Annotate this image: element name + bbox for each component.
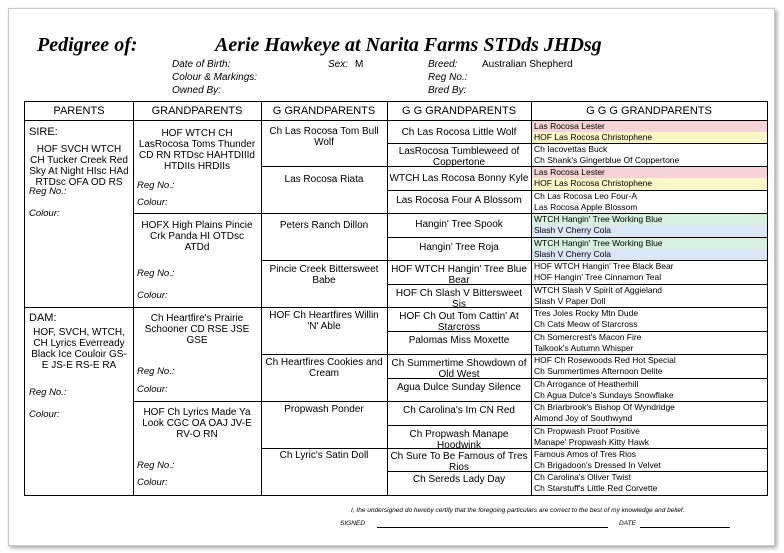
g-grandparent-name: Pincie Creek Bittersweet Babe	[269, 264, 379, 286]
grandparent-name: HOF WTCH CH LasRocosa Toms Thunder CD RN RTDsc HAHTDIIId HTDIIs HRDIIs	[138, 128, 256, 172]
sire-reg-no-label: Reg No.:	[29, 186, 67, 197]
sex-label: Sex:	[328, 59, 349, 70]
grandparent-name: HOF Ch Lyrics Made Ya Look CGC OA OAJ JV-E RV-O RN	[142, 407, 252, 440]
gg-grandparent-name: Hangin' Tree Spook	[415, 219, 503, 230]
gg-grandparent-name: HOF Ch Out Tom Cattin' At Starcross	[399, 311, 519, 333]
ggg-grandparent-name: Slash V Cherry Cola	[532, 249, 767, 260]
ggg-grandparent-name: Slash V Cherry Cola	[532, 225, 767, 237]
ggg-grandparent-name: HOF Las Rocosa Christophene	[532, 132, 767, 143]
signed-label: SIGNED	[340, 520, 365, 527]
ggg-grandparent-name: Tres Joles Rocky Mtn Dude	[532, 308, 767, 320]
ggg-grandparent-name: HOF WTCH Hangin' Tree Black Bear	[532, 261, 767, 273]
ggg-grandparent-name: Ch Briarbrook's Bishop Of Wyndridge	[532, 402, 767, 414]
ggg-grandparent-name: HOF Ch Rosewoods Red Hot Special	[532, 355, 767, 367]
g-grandparent-name: HOF Ch Heartfires Willin 'N' Able	[269, 310, 379, 332]
ggg-grandparent-name: Talkook's Autumn Whisper	[532, 343, 767, 354]
sire-colour-label: Colour:	[29, 208, 60, 219]
grandparent-reg-no-label: Reg No.:	[137, 180, 175, 191]
gg-grandparent-name: Ch Carolina's Im CN Red	[403, 405, 515, 416]
date-label: DATE	[619, 520, 636, 527]
ggg-grandparent-name: Ch Las Rocosa Leo Four-A	[532, 191, 767, 203]
g-grandparent-name: Ch Heartfires Cookies and Cream	[265, 357, 383, 379]
ggg-grandparent-name: Ch Agua Dulce's Sundays Snowflake	[532, 390, 767, 401]
grandparent-name: Ch Heartfire's Prairie Schooner CD RSE JSE GSE	[144, 313, 250, 346]
column-header-grandparents: GRANDPARENTS	[151, 105, 243, 117]
ggg-grandparent-name: Famous Amos of Tres Rios	[532, 449, 767, 461]
gg-grandparent-name: Ch Las Rocosa Little Wolf	[401, 127, 517, 138]
column-divider	[261, 102, 262, 495]
breed-label: Breed:	[428, 59, 458, 70]
bred-by-label: Bred By:	[428, 85, 467, 96]
grandparent-reg-no-label: Reg No.:	[137, 460, 175, 471]
owned-by-label: Owned By:	[172, 85, 221, 96]
g-grandparent-name: Ch Lyric's Satin Doll	[279, 450, 369, 461]
gg-grandparent-name: Las Rocosa Four A Blossom	[396, 195, 522, 206]
dam-reg-no-label: Reg No.:	[29, 387, 67, 398]
column-header-ggg-grandparents: G G G GRANDPARENTS	[586, 105, 712, 117]
ggg-grandparent-name: Almond Joy of Southwynd	[532, 413, 767, 425]
grandparent-colour-label: Colour:	[137, 477, 168, 488]
gg-grandparent-name: Ch Sure To Be Famous of Tres Rios	[390, 451, 528, 473]
grandparent-reg-no-label: Reg No.:	[137, 268, 175, 279]
ggg-grandparent-name: Ch Iacovettas Buck	[532, 144, 767, 156]
dog-name: Aerie Hawkeye at Narita Farms STDds JHDsg	[215, 34, 602, 56]
grandparent-name: HOFX High Plains Pincie Crk Panda HI OTDsc ATDd	[141, 220, 253, 253]
ggg-grandparent-name: Ch Summertimes Afternoon Delite	[532, 366, 767, 378]
gg-grandparent-name: Ch Sereds Lady Day	[412, 474, 506, 485]
ggg-grandparent-name: WTCH Slash V Spirit of Aggieland	[532, 285, 767, 297]
g-grandparent-name: Propwash Ponder	[284, 404, 364, 415]
ggg-grandparent-name: Ch Cats Meow of Starcross	[532, 319, 767, 331]
grandparent-colour-label: Colour:	[137, 290, 168, 301]
ggg-grandparent-name: Las Rocosa Apple Blossom	[532, 202, 767, 213]
date-line	[640, 527, 730, 528]
sex-value: M	[355, 59, 364, 70]
column-header-g-grandparents: G GRANDPARENTS	[272, 105, 376, 117]
gg-grandparent-name: Hangin' Tree Roja	[419, 242, 499, 253]
dam-name: HOF, SVCH, WTCH, CH Lyrics Everready Black Ice Couloir GS-E JS-E RS-E RA	[31, 327, 127, 371]
sire-name: HOF SVCH WTCH CH Tucker Creek Red Sky At Night HIsc HAd RTDsc OFA OD RS	[29, 144, 129, 188]
column-header-parents: PARENTS	[53, 105, 105, 117]
grandparent-colour-label: Colour:	[137, 197, 168, 208]
ggg-grandparent-name: Ch Shank's Gingerblue Of Coppertone	[532, 155, 767, 166]
breed-value: Australian Shepherd	[482, 59, 573, 70]
ggg-grandparent-name: Ch Starstuff's Little Red Corvette	[532, 483, 767, 494]
column-divider	[387, 102, 388, 495]
gg-grandparent-name: LasRocosa Tumbleweed of Coppertone	[398, 146, 520, 168]
reg-no-label: Reg No.:	[428, 72, 468, 83]
pedigree-table	[24, 101, 768, 496]
ggg-grandparent-name: Las Rocosa Lester	[532, 167, 767, 179]
g-grandparent-name: Peters Ranch Dillon	[279, 220, 369, 231]
gg-grandparent-name: HOF WTCH Hangin' Tree Blue Bear	[391, 264, 527, 286]
ggg-grandparent-name: HOF Las Rocosa Christophene	[532, 178, 767, 190]
colour-markings-label: Colour & Markings:	[172, 72, 258, 83]
gg-grandparent-name: HOF Ch Slash V Bittersweet Sis	[395, 288, 523, 310]
gg-grandparent-name: Agua Dulce Sunday Silence	[397, 382, 521, 393]
gg-grandparent-name: Ch Propwash Manape Hoodwink	[409, 429, 509, 451]
gg-grandparent-name: Ch Summertime Showdown of Old West	[391, 358, 527, 380]
dam-label: DAM:	[29, 312, 57, 324]
dob-label: Date of Birth:	[172, 59, 231, 70]
ggg-grandparent-name: WTCH Hangin' Tree Working Blue	[532, 238, 767, 250]
ggg-grandparent-name: Las Rocosa Lester	[532, 121, 767, 133]
signature-line	[377, 527, 608, 528]
grandparent-reg-no-label: Reg No.:	[137, 366, 175, 377]
pedigree-title: Pedigree of:	[37, 34, 138, 56]
ggg-grandparent-name: Manape' Propwash Kitty Hawk	[532, 437, 767, 448]
g-grandparent-name: Las Rocosa Riata	[284, 174, 364, 185]
ggg-grandparent-name: Ch Arrogance of Heatherhill	[532, 379, 767, 391]
certification-text: I, the undersigned do hereby certify that the foregoing particulars are correct to the best of my knowledge and belief.	[351, 507, 685, 514]
ggg-grandparent-name: HOF Hangin' Tree Cinnamon Teal	[532, 272, 767, 284]
ggg-grandparent-name: Slash V Paper Doll	[532, 296, 767, 307]
ggg-grandparent-name: Ch Carolina's Oliver Twist	[532, 472, 767, 484]
grandparent-colour-label: Colour:	[137, 384, 168, 395]
ggg-grandparent-name: Ch Somercrest's Macon Fire	[532, 332, 767, 344]
column-divider	[133, 102, 134, 495]
ggg-grandparent-name: WTCH Hangin' Tree Working Blue	[532, 214, 767, 226]
dam-colour-label: Colour:	[29, 409, 60, 420]
g-grandparent-name: Ch Las Rocosa Tom Bull Wolf	[269, 126, 379, 148]
ggg-grandparent-name: Ch Propwash Proof Positive	[532, 426, 767, 438]
column-header-gg-grandparents: G G GRANDPARENTS	[401, 105, 517, 117]
ggg-grandparent-name: Ch Brigadoon's Dressed In Velvet	[532, 460, 767, 471]
sire-label: SIRE:	[29, 126, 58, 138]
gg-grandparent-name: WTCH Las Rocosa Bonny Kyle	[389, 173, 529, 184]
gg-grandparent-name: Palomas Miss Moxette	[408, 335, 510, 346]
